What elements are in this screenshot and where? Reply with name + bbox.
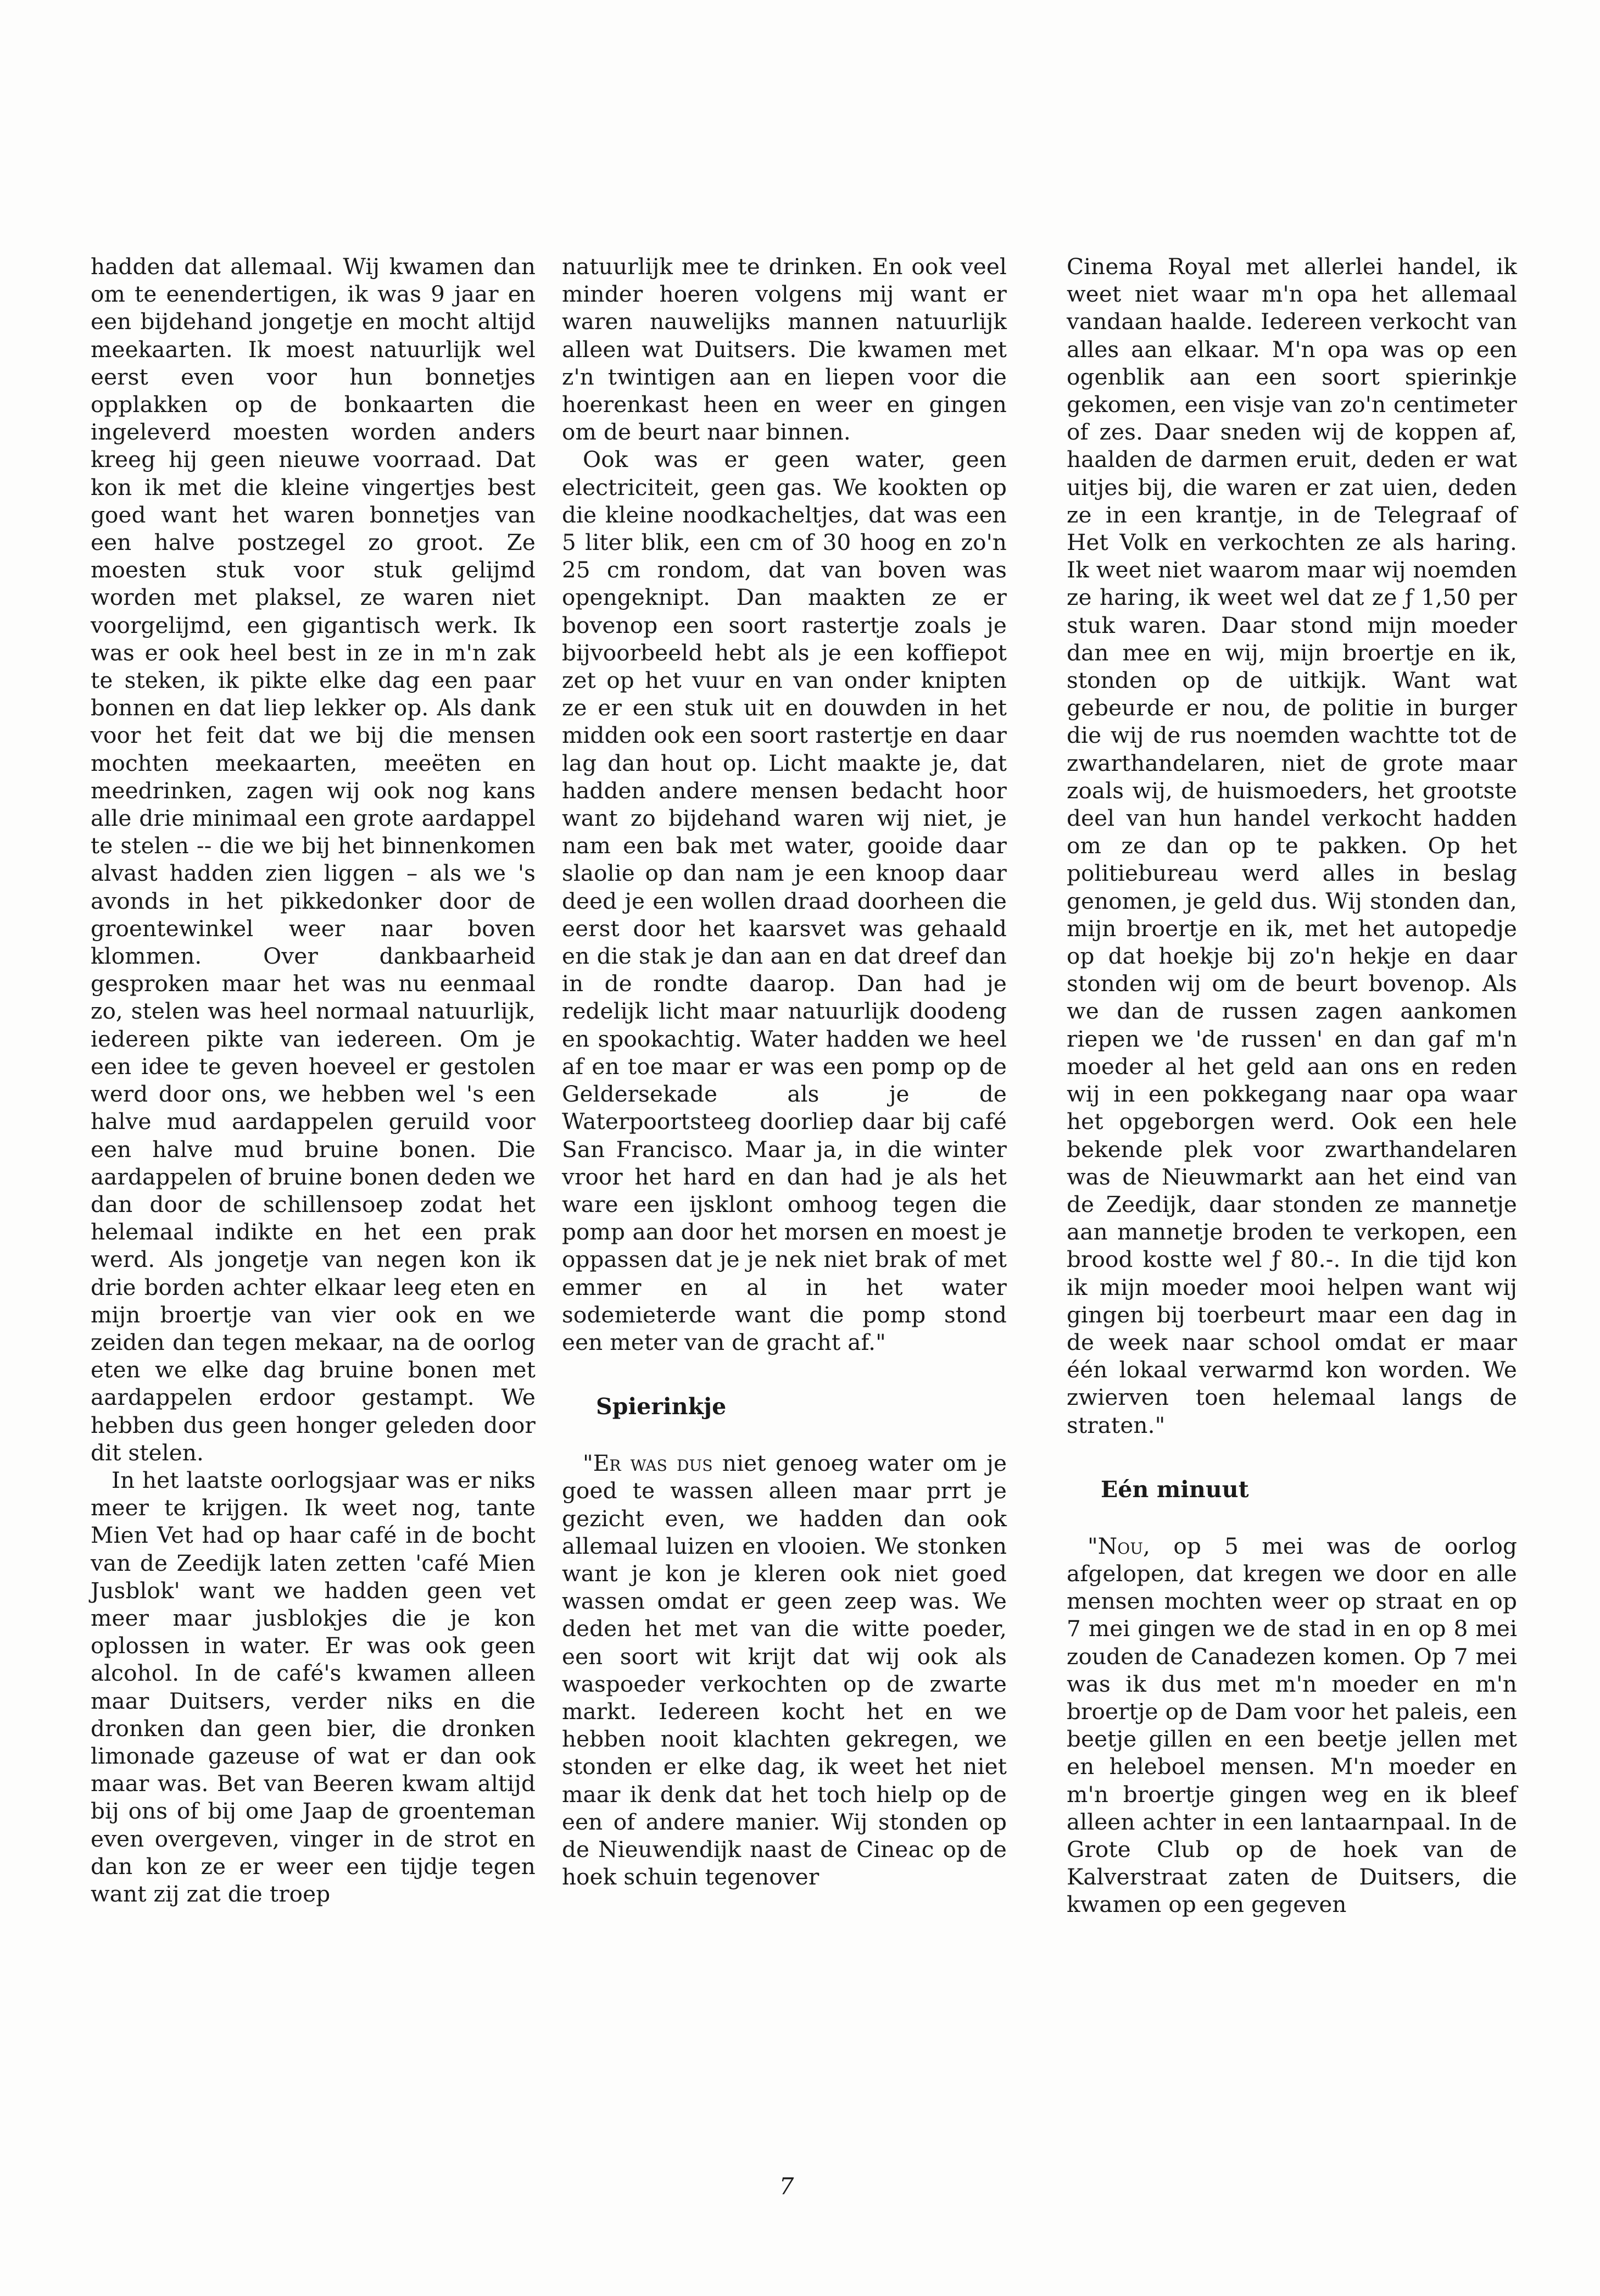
- paragraph-body: op 5 mei was de oorlog afgelopen, dat kregen we door en alle mensen mochten weer op straat en op 7 mei gingen we de stad in en op 8 mei zouden de Canadezen komen. Op 7 mei was ik dus met m'n moeder en m'n broertje op de Dam voor het paleis, een beetje gillen en een beetje jellen met en heleboel mensen. M'n moeder en m'n broertje gingen weg en ik bleef alleen achter in een lantaarnpaal. In de Grote Club op de hoek van de Kalverstraat zaten de Duitsers, die kwamen op een gegeven: [1067, 1532, 1517, 1918]
- text-column-middle: [562, 253, 1007, 1891]
- paragraph: natuurlijk mee te drinken. En ook veel minder hoeren volgens mij want er waren nauwelijks mannen natuurlijk alleen wat Duitsers. Die kwamen met z'n twintigen aan en liepen voor die hoerenkast heen en weer en gingen om de beurt naar binnen.: [562, 253, 1007, 446]
- page-number: 7: [779, 2173, 794, 2200]
- paragraph-lead-in: "Nou,: [1088, 1532, 1150, 1559]
- paragraph: Cinema Royal met allerlei handel, ik weet niet waar m'n opa het allemaal vandaan haalde. Iedereen verkocht van alles aan elkaar. M'n opa was op een ogenblik aan een soort spierinkje gekomen, een visje van zo'n centimeter of zes. Daar sneden wij de koppen af, haalden de darmen eruit, deden er wat uitjes bij, die waren er zat uien, deden ze in een krantje, in de Telegraaf of Het Volk en verkochten ze als haring. Ik weet niet waarom maar wij noemden ze haring, ik weet wel dat ze ƒ 1,50 per stuk waren. Daar stond mijn moeder dan mee en wij, mijn broertje en ik, stonden op de uitkijk. Want wat gebeurde er nou, de politie in burger die wij de rus noemden wachtte tot de zwarthandelaren, niet de grote maar zoals wij, de huismoeders, het grootste deel van hun handel verkocht hadden om ze dan op te pakken. Op het politiebureau werd alles in beslag genomen, je geld dus. Wij stonden dan, mijn broertje en ik, met het autopedje op dat hoekje bij zo'n hekje en daar stonden wij om de beurt bovenop. Als we dan de russen zagen aankomen riepen we 'de russen' en dan gaf m'n moeder al het geld aan ons en reden wij in een pokkegang naar opa waar het opgeborgen werd. Ook een hele bekende plek voor zwarthandelaren was de Nieuwmarkt aan het eind van de Zeedijk, daar stonden ze mannetje aan mannetje broden te verkopen, een brood kostte wel ƒ 80.-. In die tijd kon ik mijn moeder mooi helpen want wij gingen bij toerbeurt maar een dag in de week naar school omdat er maar één lokaal verwarmd kon worden. We zwierven toen helemaal langs de straten.": [1067, 253, 1517, 1438]
- section-heading: Eén minuut: [1101, 1476, 1249, 1503]
- paragraph: hadden dat allemaal. Wij kwamen dan om te eenendertigen, ik was 9 jaar en een bijdehand jongetje en mocht altijd meekaarten. Ik moest natuurlijk wel eerst even voor hun bonnetjes opplakken op de bonkaarten die ingeleverd moesten worden anders kreeg hij geen nieuwe voorraad. Dat kon ik met die kleine vingertjes best goed want het waren bonnetjes van een halve postzegel zo groot. Ze moesten stuk voor stuk gelijmd worden met plaksel, ze waren niet voorgelijmd, een gigantisch werk. Ik was er ook heel best in ze in m'n zak te steken, ik pikte elke dag een paar bonnen en dat liep lekker op. Als dank voor het feit dat we bij die mensen mochten meekaarten, meeëten en meedrinken, zagen wij ook nog kans alle drie minimaal een grote aardappel te stelen -- die we bij het binnenkomen alvast hadden zien liggen – als we 's avonds in het pikkedonker door de groentewinkel weer naar boven klommen. Over dankbaarheid gesproken maar het was nu eenmaal zo, stelen was heel normaal natuurlijk, iedereen pikte van iedereen. Om je een idee te geven hoeveel er gestolen werd door ons, we hebben wel 's een halve mud aardappelen geruild voor een halve mud bruine bonen. Die aardappelen of bruine bonen deden we dan door de schillensoep zodat het helemaal indikte en het een prak werd. Als jongetje van negen kon ik drie borden achter elkaar leeg eten en mijn broertje van vier ook en we zeiden dan tegen mekaar, na de oorlog eten we elke dag bruine bonen met aardappelen erdoor gestampt. We hebben dus geen honger geleden door dit stelen.: [91, 253, 536, 1466]
- paragraph-lead-in: "Er was dus: [583, 1450, 713, 1477]
- paragraph: [562, 1449, 1007, 1891]
- text-column-right: [1067, 253, 1517, 1919]
- text-column-left: [91, 253, 536, 1908]
- paragraph: In het laatste oorlogsjaar was er niks meer te krijgen. Ik weet nog, tante Mien Vet had op haar café in de bocht van de Zeedijk laten zetten 'café Mien Jusblok' want we hadden geen vet meer maar jusblokjes die je kon oplossen in water. Er was ook geen alcohol. In de café's kwamen alleen maar Duitsers, verder niks en die dronken dan geen bier, die dronken limonade gazeuse of wat er dan ook maar was. Bet van Beeren kwam altijd bij ons of bij ome Jaap de groenteman even overgeven, vinger in de strot en dan kon ze er weer een tijdje tegen want zij zat die troep: [91, 1466, 536, 1907]
- paragraph: Ook was er geen water, geen electriciteit, geen gas. We kookten op die kleine noodkacheltjes, dat was een 5 liter blik, een cm of 30 hoog en zo'n 25 cm rondom, dat van boven was opengeknipt. Dan maakten ze er bovenop een soort rastertje zoals je bijvoorbeeld hebt als je een koffiepot zet op het vuur en van onder knipten ze er een stuk uit en douwden in het midden ook een soort rastertje en daar lag dan hout op. Licht maakte je, dat hadden andere mensen bedacht hoor want zo bijdehand waren wij niet, je nam een bak met water, gooide daar slaolie op dan nam je een knoop daar deed je een wollen draad doorheen die eerst door het kaarsvet was gehaald en die stak je dan aan en dat dreef dan in de rondte daarop. Dan had je redelijk licht maar natuurlijk doodeng en spookachtig. Water hadden we heel af en toe maar er was een pomp op de Geldersekade als je de Waterpoortsteeg doorliep daar bij café San Francisco. Maar ja, in die winter vroor het hard en dan had je als het ware een ijsklont omhoog tegen die pomp aan door het morsen en moest je oppassen dat je je nek niet brak of met emmer en al in het water sodemieterde want die pomp stond een meter van de gracht af.": [562, 446, 1007, 1355]
- paragraph: [1067, 1532, 1517, 1919]
- paragraph-body: niet genoeg water om je goed te wassen alleen maar prrt je gezicht even, we hadden dan ook allemaal luizen en vlooien. We stonken want je kon je kleren ook niet goed wassen omdat er geen zeep was. We deden het met van die witte poeder, een soort wit krijt dat wij ook als waspoeder verkochten op de zwarte markt. Iedereen kocht het en we hebben nooit klachten gekregen, we stonden er elke dag, ik weet het niet maar ik denk dat het toch hielp op de een of andere manier. Wij stonden op de Nieuwendijk naast de Cineac op de hoek schuin tegenover: [562, 1450, 1007, 1891]
- section-heading: Spierinkje: [596, 1393, 727, 1420]
